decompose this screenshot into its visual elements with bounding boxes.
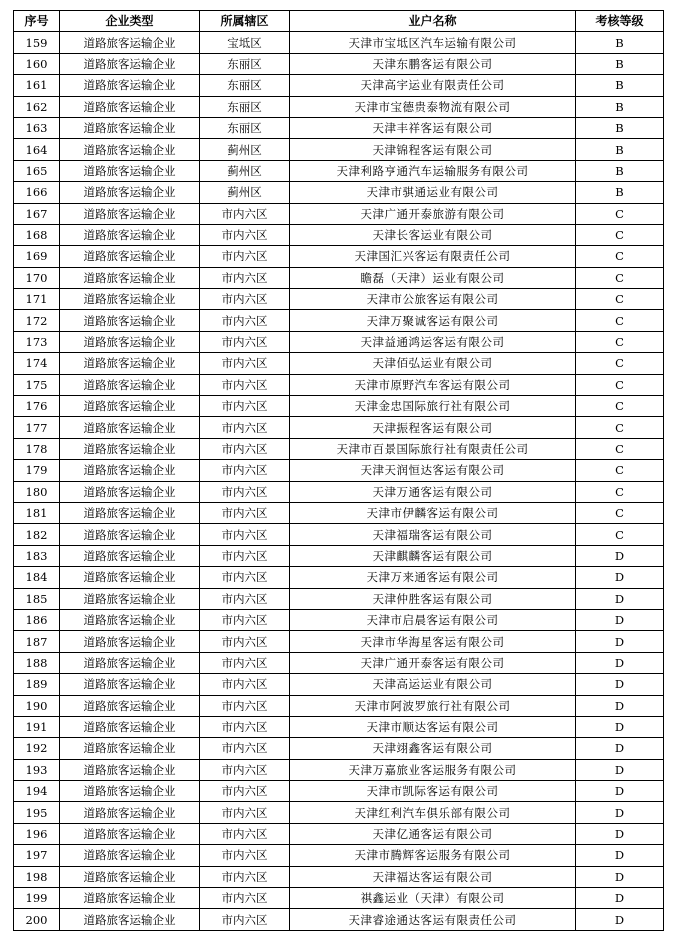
company-name-cell: 天津翊鑫客运有限公司: [290, 738, 576, 759]
district-cell: 市内六区: [200, 224, 290, 245]
district-cell: 市内六区: [200, 353, 290, 374]
serial-number-cell: 181: [14, 502, 60, 523]
grade-cell: D: [576, 588, 664, 609]
enterprise-type-cell: 道路旅客运输企业: [60, 674, 200, 695]
table-row: [14, 289, 664, 310]
district-cell: 市内六区: [200, 567, 290, 588]
serial-number-cell: 172: [14, 310, 60, 331]
serial-number-cell: 164: [14, 139, 60, 160]
grade-cell: B: [576, 75, 664, 96]
company-name-cell: 天津高宇运业有限责任公司: [290, 75, 576, 96]
serial-number-cell: 168: [14, 224, 60, 245]
serial-number-cell: 185: [14, 588, 60, 609]
table-body: [14, 32, 664, 930]
district-cell: 市内六区: [200, 331, 290, 352]
company-name-cell: 天津亿通客运有限公司: [290, 823, 576, 844]
enterprise-type-cell: 道路旅客运输企业: [60, 117, 200, 138]
table-row: [14, 502, 664, 523]
company-name-cell: 天津锦程客运有限公司: [290, 139, 576, 160]
grade-cell: C: [576, 396, 664, 417]
enterprise-type-cell: 道路旅客运输企业: [60, 652, 200, 673]
assessment-table: [13, 10, 664, 931]
enterprise-type-cell: 道路旅客运输企业: [60, 224, 200, 245]
company-name-cell: 天津市百景国际旅行社有限责任公司: [290, 438, 576, 459]
table-row: [14, 203, 664, 224]
grade-cell: C: [576, 460, 664, 481]
table-row: [14, 160, 664, 181]
grade-cell: C: [576, 310, 664, 331]
district-cell: 市内六区: [200, 652, 290, 673]
serial-number-cell: 166: [14, 182, 60, 203]
serial-number-cell: 177: [14, 417, 60, 438]
district-cell: 市内六区: [200, 246, 290, 267]
serial-number-cell: 165: [14, 160, 60, 181]
table-header-row: [14, 11, 664, 32]
district-cell: 市内六区: [200, 502, 290, 523]
grade-cell: D: [576, 888, 664, 909]
company-name-cell: 天津麒麟客运有限公司: [290, 545, 576, 566]
company-name-cell: 天津万嘉旅业客运服务有限公司: [290, 759, 576, 780]
company-name-cell: 天津市宝德贵泰物流有限公司: [290, 96, 576, 117]
serial-number-cell: 199: [14, 888, 60, 909]
table-row: [14, 866, 664, 887]
enterprise-type-cell: 道路旅客运输企业: [60, 695, 200, 716]
grade-cell: C: [576, 203, 664, 224]
table-row: [14, 224, 664, 245]
table-row: [14, 417, 664, 438]
grade-cell: D: [576, 909, 664, 930]
table-row: [14, 117, 664, 138]
serial-number-cell: 197: [14, 845, 60, 866]
district-cell: 市内六区: [200, 460, 290, 481]
table-row: [14, 481, 664, 502]
enterprise-type-cell: 道路旅客运输企业: [60, 481, 200, 502]
district-cell: 市内六区: [200, 396, 290, 417]
table-row: [14, 353, 664, 374]
enterprise-type-cell: 道路旅客运输企业: [60, 310, 200, 331]
grade-cell: C: [576, 246, 664, 267]
district-cell: 市内六区: [200, 417, 290, 438]
header-company-name: 业户名称: [290, 11, 576, 32]
district-cell: 市内六区: [200, 823, 290, 844]
company-name-cell: 天津市顺达客运有限公司: [290, 716, 576, 737]
enterprise-type-cell: 道路旅客运输企业: [60, 738, 200, 759]
district-cell: 市内六区: [200, 588, 290, 609]
district-cell: 市内六区: [200, 845, 290, 866]
serial-number-cell: 194: [14, 781, 60, 802]
grade-cell: D: [576, 716, 664, 737]
table-row: [14, 246, 664, 267]
company-name-cell: 天津万通客运有限公司: [290, 481, 576, 502]
serial-number-cell: 200: [14, 909, 60, 930]
grade-cell: B: [576, 32, 664, 53]
grade-cell: C: [576, 524, 664, 545]
grade-cell: B: [576, 96, 664, 117]
enterprise-type-cell: 道路旅客运输企业: [60, 823, 200, 844]
company-name-cell: 天津市华海星客运有限公司: [290, 631, 576, 652]
company-name-cell: 天津益通鸿运客运有限公司: [290, 331, 576, 352]
grade-cell: D: [576, 738, 664, 759]
enterprise-type-cell: 道路旅客运输企业: [60, 396, 200, 417]
district-cell: 市内六区: [200, 267, 290, 288]
enterprise-type-cell: 道路旅客运输企业: [60, 545, 200, 566]
company-name-cell: 天津高运运业有限公司: [290, 674, 576, 695]
company-name-cell: 天津仲胜客运有限公司: [290, 588, 576, 609]
district-cell: 市内六区: [200, 802, 290, 823]
district-cell: 市内六区: [200, 716, 290, 737]
company-name-cell: 天津东鹏客运有限公司: [290, 53, 576, 74]
company-name-cell: 天津市宝坻区汽车运输有限公司: [290, 32, 576, 53]
company-name-cell: 天津天润恒达客运有限公司: [290, 460, 576, 481]
enterprise-type-cell: 道路旅客运输企业: [60, 866, 200, 887]
serial-number-cell: 189: [14, 674, 60, 695]
enterprise-type-cell: 道路旅客运输企业: [60, 96, 200, 117]
district-cell: 市内六区: [200, 203, 290, 224]
company-name-cell: 天津福瑞客运有限公司: [290, 524, 576, 545]
serial-number-cell: 182: [14, 524, 60, 545]
company-name-cell: 天津市凯际客运有限公司: [290, 781, 576, 802]
table-row: [14, 823, 664, 844]
enterprise-type-cell: 道路旅客运输企业: [60, 53, 200, 74]
grade-cell: D: [576, 866, 664, 887]
enterprise-type-cell: 道路旅客运输企业: [60, 716, 200, 737]
district-cell: 市内六区: [200, 866, 290, 887]
grade-cell: B: [576, 160, 664, 181]
table-row: [14, 374, 664, 395]
enterprise-type-cell: 道路旅客运输企业: [60, 32, 200, 53]
district-cell: 市内六区: [200, 759, 290, 780]
district-cell: 宝坻区: [200, 32, 290, 53]
serial-number-cell: 196: [14, 823, 60, 844]
grade-cell: D: [576, 759, 664, 780]
table-row: [14, 674, 664, 695]
grade-cell: C: [576, 353, 664, 374]
enterprise-type-cell: 道路旅客运输企业: [60, 845, 200, 866]
enterprise-type-cell: 道路旅客运输企业: [60, 289, 200, 310]
district-cell: 市内六区: [200, 631, 290, 652]
table-row: [14, 182, 664, 203]
company-name-cell: 天津广通开泰旅游有限公司: [290, 203, 576, 224]
serial-number-cell: 179: [14, 460, 60, 481]
company-name-cell: 瞻磊（天津）运业有限公司: [290, 267, 576, 288]
grade-cell: B: [576, 182, 664, 203]
serial-number-cell: 159: [14, 32, 60, 53]
grade-cell: D: [576, 609, 664, 630]
district-cell: 东丽区: [200, 53, 290, 74]
table-row: [14, 396, 664, 417]
header-serial-number: 序号: [14, 11, 60, 32]
enterprise-type-cell: 道路旅客运输企业: [60, 331, 200, 352]
grade-cell: D: [576, 652, 664, 673]
table-row: [14, 96, 664, 117]
serial-number-cell: 174: [14, 353, 60, 374]
district-cell: 市内六区: [200, 545, 290, 566]
enterprise-type-cell: 道路旅客运输企业: [60, 888, 200, 909]
district-cell: 东丽区: [200, 117, 290, 138]
table-row: [14, 631, 664, 652]
district-cell: 市内六区: [200, 374, 290, 395]
enterprise-type-cell: 道路旅客运输企业: [60, 609, 200, 630]
district-cell: 市内六区: [200, 674, 290, 695]
company-name-cell: 天津万聚诚客运有限公司: [290, 310, 576, 331]
table-row: [14, 738, 664, 759]
serial-number-cell: 170: [14, 267, 60, 288]
table-row: [14, 53, 664, 74]
enterprise-type-cell: 道路旅客运输企业: [60, 588, 200, 609]
serial-number-cell: 187: [14, 631, 60, 652]
grade-cell: C: [576, 502, 664, 523]
table-row: [14, 267, 664, 288]
header-grade: 考核等级: [576, 11, 664, 32]
enterprise-type-cell: 道路旅客运输企业: [60, 267, 200, 288]
district-cell: 市内六区: [200, 289, 290, 310]
grade-cell: D: [576, 567, 664, 588]
serial-number-cell: 169: [14, 246, 60, 267]
table-row: [14, 545, 664, 566]
company-name-cell: 天津睿途通达客运有限责任公司: [290, 909, 576, 930]
company-name-cell: 天津市启晨客运有限公司: [290, 609, 576, 630]
table-row: [14, 32, 664, 53]
company-name-cell: 天津金忠国际旅行社有限公司: [290, 396, 576, 417]
enterprise-type-cell: 道路旅客运输企业: [60, 182, 200, 203]
serial-number-cell: 186: [14, 609, 60, 630]
serial-number-cell: 184: [14, 567, 60, 588]
company-name-cell: 天津市骐通运业有限公司: [290, 182, 576, 203]
header-enterprise-type: 企业类型: [60, 11, 200, 32]
serial-number-cell: 198: [14, 866, 60, 887]
grade-cell: C: [576, 481, 664, 502]
district-cell: 市内六区: [200, 438, 290, 459]
table-row: [14, 460, 664, 481]
grade-cell: D: [576, 845, 664, 866]
serial-number-cell: 183: [14, 545, 60, 566]
grade-cell: D: [576, 545, 664, 566]
serial-number-cell: 160: [14, 53, 60, 74]
district-cell: 市内六区: [200, 738, 290, 759]
district-cell: 市内六区: [200, 609, 290, 630]
enterprise-type-cell: 道路旅客运输企业: [60, 160, 200, 181]
enterprise-type-cell: 道路旅客运输企业: [60, 502, 200, 523]
grade-cell: D: [576, 802, 664, 823]
table-row: [14, 652, 664, 673]
table-row: [14, 75, 664, 96]
table-row: [14, 567, 664, 588]
grade-cell: C: [576, 224, 664, 245]
district-cell: 市内六区: [200, 524, 290, 545]
table-row: [14, 909, 664, 930]
serial-number-cell: 195: [14, 802, 60, 823]
enterprise-type-cell: 道路旅客运输企业: [60, 781, 200, 802]
table-row: [14, 759, 664, 780]
table-row: [14, 845, 664, 866]
table-row: [14, 524, 664, 545]
company-name-cell: 天津广通开泰客运有限公司: [290, 652, 576, 673]
enterprise-type-cell: 道路旅客运输企业: [60, 460, 200, 481]
enterprise-type-cell: 道路旅客运输企业: [60, 759, 200, 780]
serial-number-cell: 191: [14, 716, 60, 737]
table-row: [14, 716, 664, 737]
district-cell: 东丽区: [200, 75, 290, 96]
serial-number-cell: 192: [14, 738, 60, 759]
serial-number-cell: 167: [14, 203, 60, 224]
company-name-cell: 天津佰弘运业有限公司: [290, 353, 576, 374]
enterprise-type-cell: 道路旅客运输企业: [60, 139, 200, 160]
serial-number-cell: 175: [14, 374, 60, 395]
assessment-table-page: [13, 10, 663, 931]
district-cell: 市内六区: [200, 888, 290, 909]
enterprise-type-cell: 道路旅客运输企业: [60, 75, 200, 96]
grade-cell: D: [576, 695, 664, 716]
district-cell: 蓟州区: [200, 139, 290, 160]
district-cell: 市内六区: [200, 310, 290, 331]
grade-cell: C: [576, 289, 664, 310]
company-name-cell: 天津丰祥客运有限公司: [290, 117, 576, 138]
table-row: [14, 139, 664, 160]
company-name-cell: 天津市原野汽车客运有限公司: [290, 374, 576, 395]
grade-cell: D: [576, 823, 664, 844]
table-row: [14, 888, 664, 909]
enterprise-type-cell: 道路旅客运输企业: [60, 524, 200, 545]
enterprise-type-cell: 道路旅客运输企业: [60, 567, 200, 588]
company-name-cell: 天津利路亨通汽车运输服务有限公司: [290, 160, 576, 181]
grade-cell: B: [576, 117, 664, 138]
company-name-cell: 天津国汇兴客运有限责任公司: [290, 246, 576, 267]
grade-cell: C: [576, 417, 664, 438]
district-cell: 市内六区: [200, 909, 290, 930]
company-name-cell: 天津福达客运有限公司: [290, 866, 576, 887]
grade-cell: C: [576, 267, 664, 288]
serial-number-cell: 173: [14, 331, 60, 352]
table-row: [14, 331, 664, 352]
enterprise-type-cell: 道路旅客运输企业: [60, 417, 200, 438]
grade-cell: D: [576, 674, 664, 695]
table-row: [14, 781, 664, 802]
enterprise-type-cell: 道路旅客运输企业: [60, 203, 200, 224]
serial-number-cell: 163: [14, 117, 60, 138]
grade-cell: B: [576, 53, 664, 74]
grade-cell: D: [576, 631, 664, 652]
company-name-cell: 天津长客运业有限公司: [290, 224, 576, 245]
company-name-cell: 祺鑫运业（天津）有限公司: [290, 888, 576, 909]
table-row: [14, 588, 664, 609]
grade-cell: D: [576, 781, 664, 802]
enterprise-type-cell: 道路旅客运输企业: [60, 802, 200, 823]
district-cell: 蓟州区: [200, 160, 290, 181]
grade-cell: C: [576, 331, 664, 352]
district-cell: 蓟州区: [200, 182, 290, 203]
serial-number-cell: 193: [14, 759, 60, 780]
enterprise-type-cell: 道路旅客运输企业: [60, 353, 200, 374]
serial-number-cell: 162: [14, 96, 60, 117]
district-cell: 市内六区: [200, 781, 290, 802]
serial-number-cell: 190: [14, 695, 60, 716]
company-name-cell: 天津市阿波罗旅行社有限公司: [290, 695, 576, 716]
table-row: [14, 438, 664, 459]
serial-number-cell: 180: [14, 481, 60, 502]
district-cell: 东丽区: [200, 96, 290, 117]
district-cell: 市内六区: [200, 695, 290, 716]
serial-number-cell: 188: [14, 652, 60, 673]
company-name-cell: 天津市公旅客运有限公司: [290, 289, 576, 310]
company-name-cell: 天津市伊麟客运有限公司: [290, 502, 576, 523]
table-row: [14, 310, 664, 331]
enterprise-type-cell: 道路旅客运输企业: [60, 374, 200, 395]
company-name-cell: 天津万来通客运有限公司: [290, 567, 576, 588]
grade-cell: C: [576, 438, 664, 459]
district-cell: 市内六区: [200, 481, 290, 502]
company-name-cell: 天津振程客运有限公司: [290, 417, 576, 438]
serial-number-cell: 176: [14, 396, 60, 417]
table-row: [14, 695, 664, 716]
table-row: [14, 609, 664, 630]
enterprise-type-cell: 道路旅客运输企业: [60, 909, 200, 930]
header-district: 所属辖区: [200, 11, 290, 32]
table-row: [14, 802, 664, 823]
grade-cell: B: [576, 139, 664, 160]
grade-cell: C: [576, 374, 664, 395]
enterprise-type-cell: 道路旅客运输企业: [60, 438, 200, 459]
serial-number-cell: 178: [14, 438, 60, 459]
company-name-cell: 天津市腾辉客运服务有限公司: [290, 845, 576, 866]
serial-number-cell: 171: [14, 289, 60, 310]
enterprise-type-cell: 道路旅客运输企业: [60, 631, 200, 652]
enterprise-type-cell: 道路旅客运输企业: [60, 246, 200, 267]
company-name-cell: 天津红利汽车俱乐部有限公司: [290, 802, 576, 823]
serial-number-cell: 161: [14, 75, 60, 96]
